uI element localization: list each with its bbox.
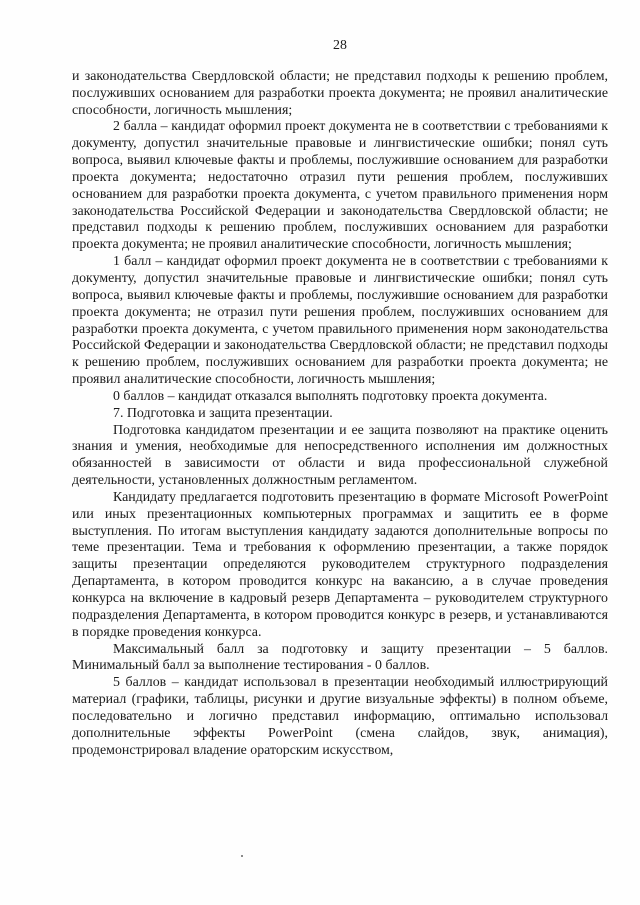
paragraph-score-1: 1 балл – кандидат оформил проект документа не в соответствии с требованиями к документу, допустил значительные правовые и лингвистические ошибки; понял суть вопроса, выявил ключевые факты и проблемы, послужившие основанием для разработки проекта документа; не отразил пути решения проблем, послуживших основанием для разработки проекта документа, с учетом правильного применения норм законодательства Российской Федерации и законодательства Свердловской области; не представил подходы к решению проблем, послуживших основанием для разработки проекта документа; не проявил аналитические способности, логичность мышления; xyxy=(72,254,608,388)
paragraph-score-0: 0 баллов – кандидат отказался выполнять подготовку проекта документа. xyxy=(113,388,548,404)
section-heading-7: 7. Подготовка и защита презентации. xyxy=(113,405,333,421)
paragraph-score-2: 2 балла – кандидат оформил проект документа не в соответствии с требованиями к документу, допустил значительные правовые и лингвистические ошибки; понял суть вопроса, выявил ключевые факты и проблемы, послужившие основанием для разработки проекта документа; недостаточно отразил пути решения проблем, послуживших основанием для разработки проекта документа, с учетом правильного применения норм законодательства Российской Федерации и законодательства Свердловской области; не представил подходы к решению проблем, послуживших основанием для разработки проекта документа; не проявил аналитические способности, логичность мышления; xyxy=(72,119,608,253)
paragraph-continuation: и законодательства Свердловской области; не представил подходы к решению проблем, послуживших основанием для разработки проекта документа; не проявил аналитические способности, логичность мышления; xyxy=(72,68,608,118)
scan-artifact xyxy=(241,855,243,857)
page-number: 28 xyxy=(333,38,347,53)
paragraph-score-5: 5 баллов – кандидат использовал в презентации необходимый иллюстрирующий материал (графики, таблицы, рисунки и другие визуальные эффекты) в полном объеме, последовательно и логично представил информацию, оптимально использовал дополнительные эффекты PowerPoint (смена слайдов, звук, анимация), продемонстрировал владение ораторским искусством, xyxy=(72,675,608,758)
paragraph-presentation-task: Кандидату предлагается подготовить презентацию в формате Microsoft PowerPoint или иных презентационных компьютерных программах и защитить ее в форме выступления. По итогам выступления кандидату задаются дополнительные вопросы по теме презентации. Тема и требования к оформлению презентации, а также порядок защиты презентации определяются руководителем структурного подразделения Департамента, в котором проводится конкурс на вакансию, а в случае проведения конкурса на включение в кадровый резерв Департамента – руководителем структурного подразделения Департамента, в котором проводится конкурс в резерв, и устанавливаются в порядке проведения конкурса. xyxy=(72,489,608,640)
paragraph-presentation-purpose: Подготовка кандидатом презентации и ее защита позволяют на практике оценить знания и умения, необходимые для непосредственного исполнения им должностных обязанностей в зависимости от области и вида профессиональной служебной деятельности, установленных должностным регламентом. xyxy=(72,422,608,489)
document-body xyxy=(72,69,608,760)
paragraph-score-range: Максимальный балл за подготовку и защиту презентации – 5 баллов. Минимальный балл за выполнение тестирования - 0 баллов. xyxy=(72,641,608,674)
